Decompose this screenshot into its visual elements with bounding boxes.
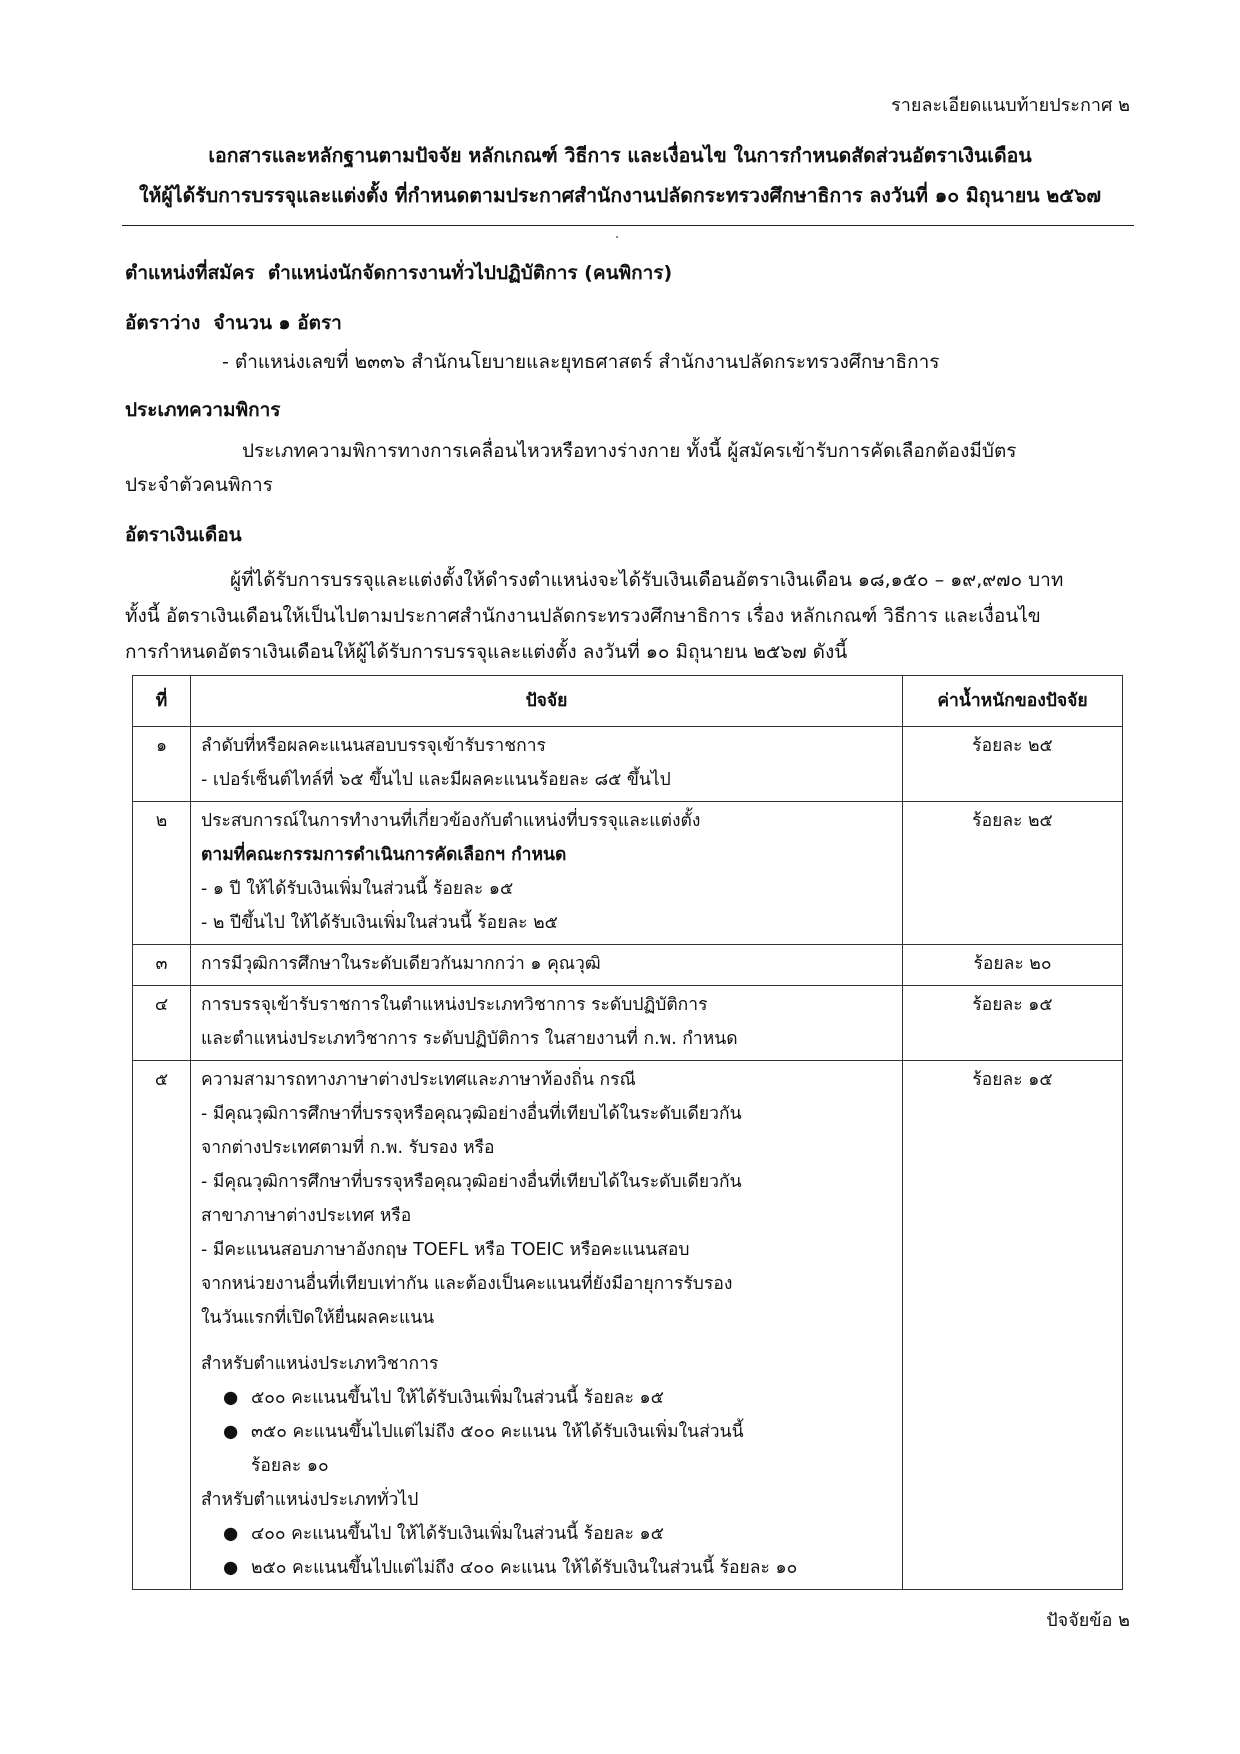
bullet-icon: ● — [223, 1558, 239, 1578]
factor-line: การบรรจุเข้ารับราชการในตำแหน่งประเภทวิชาการ ระดับปฏิบัติการ — [201, 995, 708, 1015]
factor-line: ในวันแรกที่เปิดให้ยื่นผลคะแนน — [201, 1308, 435, 1328]
spacer — [201, 1335, 894, 1347]
row-number: ๑ — [133, 727, 191, 802]
row-factor — [191, 986, 903, 1061]
vacancy-value: จำนวน ๑ อัตรา — [213, 312, 342, 334]
factor-line: ตามที่คณะกรรมการดำเนินการคัดเลือกฯ กำหนด — [201, 845, 567, 865]
factor-line: - เปอร์เซ็นต์ไทล์ที่ ๖๕ ขึ้นไป และมีผลคะแนนร้อยละ ๘๕ ขึ้นไป — [201, 770, 671, 790]
factor-line: ความสามารถทางภาษาต่างประเทศและภาษาท้องถิ่น กรณี — [201, 1070, 636, 1090]
table-row — [133, 986, 1123, 1061]
bullet-icon: ● — [223, 1388, 239, 1408]
scan-speck — [616, 236, 618, 238]
salary-line-2: ทั้งนี้ อัตราเงินเดือนให้เป็นไปตามประกาศสำนักงานปลัดกระทรวงศึกษาธิการ เรื่อง หลักเกณฑ์ วิธีการ และเงื่อนไข — [125, 605, 1041, 627]
vacancy-label: อัตราว่าง — [125, 312, 201, 334]
vacancy-line — [125, 308, 342, 338]
row-number: ๔ — [133, 986, 191, 1061]
factor-line: ประสบการณ์ในการทำงานที่เกี่ยวข้องกับตำแหน่งที่บรรจุและแต่งตั้ง — [201, 811, 701, 831]
row-weight: ร้อยละ ๒๕ — [903, 727, 1123, 802]
row-factor — [191, 802, 903, 945]
row-weight: ร้อยละ ๑๕ — [903, 986, 1123, 1061]
bullet-icon: ● — [223, 1524, 239, 1544]
row-weight: ร้อยละ ๒๐ — [903, 945, 1123, 986]
factor-line: - มีคุณวุฒิการศึกษาที่บรรจุหรือคุณวุฒิอย่างอื่นที่เทียบได้ในระดับเดียวกัน — [201, 1172, 742, 1192]
row-weight: ร้อยละ ๑๕ — [903, 1061, 1123, 1590]
table-row — [133, 1061, 1123, 1590]
factor-line: ลำดับที่หรือผลคะแนนสอบบรรจุเข้ารับราชการ — [201, 736, 546, 756]
general-heading: สำหรับตำแหน่งประเภททั่วไป — [201, 1490, 419, 1510]
row-number: ๕ — [133, 1061, 191, 1590]
bullet-item — [201, 1517, 894, 1551]
header-factor: ปัจจัย — [191, 676, 903, 727]
factor-line: การมีวุฒิการศึกษาในระดับเดียวกันมากกว่า ๑ คุณวุฒิ — [201, 954, 601, 974]
bullet-item — [201, 1381, 894, 1415]
salary-line-3: การกำหนดอัตราเงินเดือนให้ผู้ได้รับการบรรจุและแต่งตั้ง ลงวันที่ ๑๐ มิถุนายน ๒๕๖๗ ดังนี้ — [125, 641, 848, 663]
factor-line: สาขาภาษาต่างประเทศ หรือ — [201, 1206, 412, 1226]
factor-line: - มีคะแนนสอบภาษาอังกฤษ TOEFL หรือ TOEIC หรือคะแนนสอบ — [201, 1240, 690, 1260]
row-factor — [191, 1061, 903, 1590]
bullet-item — [201, 1415, 894, 1449]
factor-line: - มีคุณวุฒิการศึกษาที่บรรจุหรือคุณวุฒิอย่างอื่นที่เทียบได้ในระดับเดียวกัน — [201, 1104, 742, 1124]
bullet-continuation: ร้อยละ ๑๐ — [251, 1456, 329, 1476]
document-reference: รายละเอียดแนบท้ายประกาศ ๒ — [891, 95, 1130, 116]
factor-table — [132, 675, 1123, 1590]
bullet-item — [201, 1551, 894, 1585]
bullet-text: ๔๐๐ คะแนนขึ้นไป ให้ได้รับเงินเพิ่มในส่วนนี้ ร้อยละ ๑๕ — [251, 1524, 664, 1544]
row-weight: ร้อยละ ๒๕ — [903, 802, 1123, 945]
document-title-line-1: เอกสารและหลักฐานตามปัจจัย หลักเกณฑ์ วิธีการ และเงื่อนไข ในการกำหนดสัดส่วนอัตราเงินเดือน — [208, 144, 1032, 167]
next-page-note: ปัจจัยข้อ ๒ — [1046, 1610, 1130, 1631]
table-row — [133, 727, 1123, 802]
header-weight: ค่าน้ำหนักของปัจจัย — [903, 676, 1123, 727]
row-factor — [191, 727, 903, 802]
academic-heading: สำหรับตำแหน่งประเภทวิชาการ — [201, 1354, 439, 1374]
factor-line: - ๒ ปีขึ้นไป ให้ได้รับเงินเพิ่มในส่วนนี้ ร้อยละ ๒๕ — [201, 913, 558, 933]
bullet-icon: ● — [223, 1422, 239, 1442]
bullet-text: ๒๕๐ คะแนนขึ้นไปแต่ไม่ถึง ๔๐๐ คะแนน ให้ได้รับเงินในส่วนนี้ ร้อยละ ๑๐ — [251, 1558, 798, 1578]
bullet-text: ๓๕๐ คะแนนขึ้นไปแต่ไม่ถึง ๕๐๐ คะแนน ให้ได้รับเงินเพิ่มในส่วนนี้ — [251, 1422, 744, 1442]
salary-line-1: ผู้ที่ได้รับการบรรจุและแต่งตั้งให้ดำรงตำแหน่งจะได้รับเงินเดือนอัตราเงินเดือน ๑๘,๑๕๐ – ๑๙,๙๗๐ บาท — [230, 569, 1064, 591]
row-number: ๓ — [133, 945, 191, 986]
disability-heading: ประเภทความพิการ — [125, 399, 281, 421]
row-factor — [191, 945, 903, 986]
salary-heading: อัตราเงินเดือน — [125, 524, 242, 546]
position-label: ตำแหน่งที่สมัคร — [125, 262, 255, 284]
row-number: ๒ — [133, 802, 191, 945]
factor-line: จากต่างประเทศตามที่ ก.พ. รับรอง หรือ — [201, 1138, 495, 1158]
bullet-text: ๕๐๐ คะแนนขึ้นไป ให้ได้รับเงินเพิ่มในส่วนนี้ ร้อยละ ๑๕ — [251, 1388, 664, 1408]
disability-line-2: ประจำตัวคนพิการ — [125, 474, 273, 496]
table-row — [133, 802, 1123, 945]
position-value: ตำแหน่งนักจัดการงานทั่วไปปฏิบัติการ (คนพิการ) — [267, 262, 673, 284]
factor-line: และตำแหน่งประเภทวิชาการ ระดับปฏิบัติการ ในสายงานที่ ก.พ. กำหนด — [201, 1029, 738, 1049]
factor-line: - ๑ ปี ให้ได้รับเงินเพิ่มในส่วนนี้ ร้อยละ ๑๕ — [201, 879, 514, 899]
factor-line: จากหน่วยงานอื่นที่เทียบเท่ากัน และต้องเป็นคะแนนที่ยังมีอายุการรับรอง — [201, 1274, 733, 1294]
header-no: ที่ — [133, 676, 191, 727]
title-divider — [122, 225, 1134, 226]
table-header-row — [133, 676, 1123, 727]
table-row — [133, 945, 1123, 986]
vacancy-detail: - ตำแหน่งเลขที่ ๒๓๓๖ สำนักนโยบายและยุทธศาสตร์ สำนักงานปลัดกระทรวงศึกษาธิการ — [222, 351, 940, 373]
disability-line-1: ประเภทความพิการทางการเคลื่อนไหวหรือทางร่างกาย ทั้งนี้ ผู้สมัครเข้ารับการคัดเลือกต้องมีบัตร — [242, 440, 1017, 462]
document-title-line-2: ให้ผู้ได้รับการบรรจุและแต่งตั้ง ที่กำหนดตามประกาศสำนักงานปลัดกระทรวงศึกษาธิการ ลงวันที่ ๑๐ มิถุนายน ๒๕๖๗ — [138, 184, 1102, 207]
position-line — [125, 258, 672, 288]
